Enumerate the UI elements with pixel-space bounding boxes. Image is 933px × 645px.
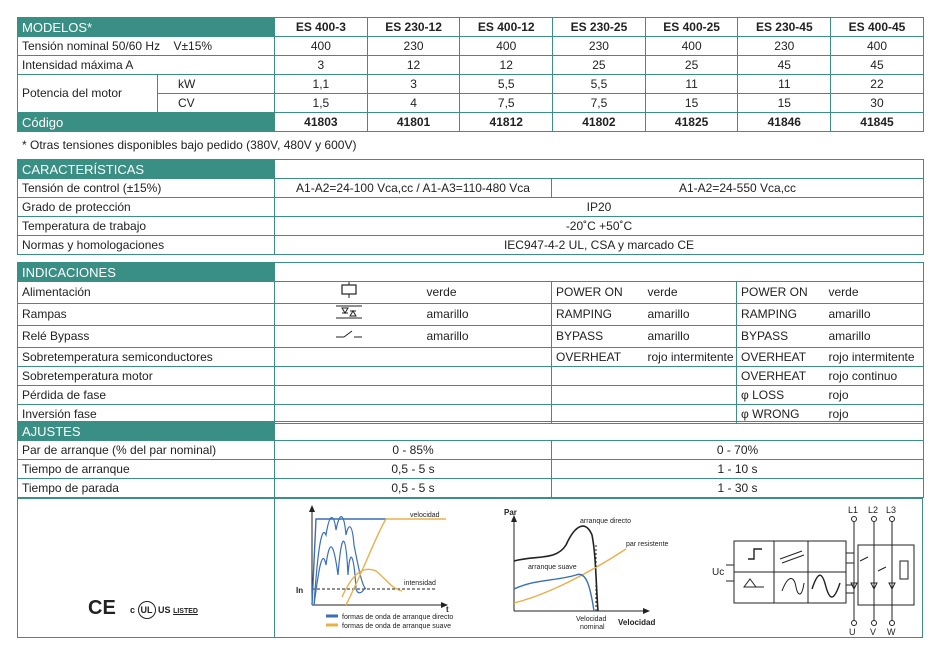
torque-speed-graph — [496, 505, 686, 633]
cell: 0,5 - 5 s — [275, 479, 552, 498]
cell: A1-A2=24-550 Vca,cc — [552, 179, 924, 198]
legend-soft: formas de onda de arranque suave — [342, 623, 451, 630]
l3-label: L3 — [886, 505, 897, 515]
par-label: Par — [504, 508, 517, 517]
codigo-label: Código — [18, 113, 275, 132]
cell: 22 — [831, 75, 924, 94]
modelos-title: MODELOS* — [18, 18, 275, 37]
cell: φ LOSS — [737, 386, 825, 405]
cell: verde — [644, 282, 737, 304]
model-header: ES 400-45 — [831, 18, 924, 37]
cv-label: CV — [158, 94, 275, 113]
cell: 25 — [553, 56, 646, 75]
cell: verde — [423, 282, 552, 304]
start-waveform-graph — [286, 505, 476, 633]
cell — [275, 160, 924, 179]
cell: 400 — [831, 37, 924, 56]
cell: 41803 — [275, 113, 368, 132]
intensidad-label: intensidad — [404, 580, 436, 587]
legend-direct: formas de onda de arranque directo — [342, 614, 454, 621]
cell: amarillo — [644, 304, 737, 326]
cell: 12 — [460, 56, 553, 75]
cell: OVERHEAT — [552, 348, 644, 367]
row-label: Temperatura de trabajo — [18, 217, 275, 236]
cell: 41801 — [367, 113, 460, 132]
cell: 12 — [367, 56, 460, 75]
cell: amarillo — [423, 326, 552, 348]
ajustes-title: AJUSTES — [18, 422, 275, 441]
figures-row — [17, 498, 923, 638]
indicaciones-table — [17, 262, 924, 424]
cell: 7,5 — [460, 94, 553, 113]
cell: 5,5 — [460, 75, 553, 94]
cell: rojo intermitente — [644, 348, 737, 367]
cell — [275, 422, 924, 441]
cell — [275, 263, 924, 282]
row-label: Sobretemperatura motor — [18, 367, 275, 386]
cell: 400 — [275, 37, 368, 56]
cell: φ WRONG — [737, 405, 825, 424]
cell: 0,5 - 5 s — [275, 460, 552, 479]
cell: 1 - 30 s — [552, 479, 924, 498]
row-label: Pérdida de fase — [18, 386, 275, 405]
velocidad-label: velocidad — [410, 512, 440, 519]
cell — [552, 367, 737, 386]
cell: rojo — [825, 386, 924, 405]
intensidad-label: Intensidad máxima A — [18, 56, 275, 75]
cell: 3 — [275, 56, 368, 75]
cell: 0 - 85% — [275, 441, 552, 460]
cell: 41802 — [553, 113, 646, 132]
cell: OVERHEAT — [737, 367, 825, 386]
caracteristicas-table — [17, 159, 924, 255]
cell: 41825 — [645, 113, 738, 132]
cell: BYPASS — [552, 326, 644, 348]
model-header: ES 400-3 — [275, 18, 368, 37]
cell: IEC947-4-2 UL, CSA y marcado CE — [275, 236, 924, 255]
model-header: ES 230-45 — [738, 18, 831, 37]
tension-label: Tensión nominal 50/60 Hz V±15% — [18, 37, 275, 56]
suave-label: arranque suave — [528, 564, 577, 571]
cell: 11 — [645, 75, 738, 94]
cell: rojo intermitente — [825, 348, 924, 367]
cell — [275, 386, 552, 405]
cell: 41846 — [738, 113, 831, 132]
cell: amarillo — [825, 326, 924, 348]
cell: 230 — [738, 37, 831, 56]
cell — [275, 367, 552, 386]
cell: 11 — [738, 75, 831, 94]
cell — [552, 386, 737, 405]
cell: 1,1 — [275, 75, 368, 94]
cell: -20˚C +50˚C — [275, 217, 924, 236]
l1-label: L1 — [848, 505, 859, 515]
t-label: t — [446, 605, 449, 614]
cell: A1-A2=24-100 Vca,cc / A1-A3=110-480 Vca — [275, 179, 552, 198]
thyristor-symbol-icon — [275, 304, 423, 326]
indicaciones-title: INDICACIONES — [18, 263, 275, 282]
cell: RAMPING — [552, 304, 644, 326]
row-label: Rampas — [18, 304, 275, 326]
row-label: Alimentación — [18, 282, 275, 304]
caracteristicas-title: CARACTERÍSTICAS — [18, 160, 275, 179]
cell: amarillo — [825, 304, 924, 326]
ul-logo: c UL US LISTED — [130, 601, 198, 619]
velocidad-axis-label: Velocidad — [618, 618, 656, 627]
ajustes-table — [17, 421, 924, 498]
switch-symbol-icon — [275, 326, 423, 348]
model-header: ES 400-25 — [645, 18, 738, 37]
directo-label: arranque directo — [580, 518, 631, 525]
model-header: ES 400-12 — [460, 18, 553, 37]
cell: 15 — [738, 94, 831, 113]
cell: 1,5 — [275, 94, 368, 113]
row-label: Normas y homologaciones — [18, 236, 275, 255]
divider — [274, 499, 275, 637]
cell: 41845 — [831, 113, 924, 132]
cell: 7,5 — [553, 94, 646, 113]
in-label: In — [296, 586, 304, 595]
cell: 4 — [367, 94, 460, 113]
resistente-label: par resistente — [626, 541, 669, 548]
u-label: U — [849, 627, 856, 637]
cell: 25 — [645, 56, 738, 75]
row-label: Par de arranque (% del par nominal) — [18, 441, 275, 460]
uc-label: Uc — [712, 567, 725, 578]
cell: 30 — [831, 94, 924, 113]
potencia-label: Potencia del motor — [18, 75, 158, 113]
footnote: * Otras tensiones disponibles bajo pedido (380V, 480V y 600V) — [22, 138, 357, 152]
power-symbol-icon — [275, 282, 423, 304]
cell: rojo — [825, 405, 924, 424]
cell: 5,5 — [553, 75, 646, 94]
ce-logo: CE — [88, 597, 116, 619]
cell: amarillo — [644, 326, 737, 348]
l2-label: L2 — [868, 505, 879, 515]
v-label: V — [870, 627, 877, 637]
model-header: ES 230-12 — [367, 18, 460, 37]
kw-label: kW — [158, 75, 275, 94]
cell: rojo continuo — [825, 367, 924, 386]
vel-nom-label: Velocidad — [576, 616, 607, 623]
row-label: Grado de protección — [18, 198, 275, 217]
cell: BYPASS — [737, 326, 825, 348]
cell: 230 — [367, 37, 460, 56]
modelos-table — [17, 17, 924, 132]
row-label: Sobretemperatura semiconductores — [18, 348, 275, 367]
row-label: Inversión fase — [18, 405, 275, 424]
cell: OVERHEAT — [737, 348, 825, 367]
cell: 1 - 10 s — [552, 460, 924, 479]
cell — [275, 348, 552, 367]
cell: 0 - 70% — [552, 441, 924, 460]
cell: 41812 — [460, 113, 553, 132]
cell: 45 — [738, 56, 831, 75]
cell: 230 — [553, 37, 646, 56]
cell: 45 — [831, 56, 924, 75]
cell: 400 — [645, 37, 738, 56]
row-label: Relé Bypass — [18, 326, 275, 348]
w-label: W — [887, 627, 896, 637]
cell: 15 — [645, 94, 738, 113]
cell: POWER ON — [552, 282, 644, 304]
cell: verde — [825, 282, 924, 304]
row-label: Tensión de control (±15%) — [18, 179, 275, 198]
cell: amarillo — [423, 304, 552, 326]
wiring-diagram — [708, 501, 920, 637]
cell: POWER ON — [737, 282, 825, 304]
cell: RAMPING — [737, 304, 825, 326]
cell: IP20 — [275, 198, 924, 217]
model-header: ES 230-25 — [553, 18, 646, 37]
cell: 3 — [367, 75, 460, 94]
cell: 400 — [460, 37, 553, 56]
row-label: Tiempo de parada — [18, 479, 275, 498]
vel-nom-label2: nominal — [580, 624, 605, 631]
row-label: Tiempo de arranque — [18, 460, 275, 479]
